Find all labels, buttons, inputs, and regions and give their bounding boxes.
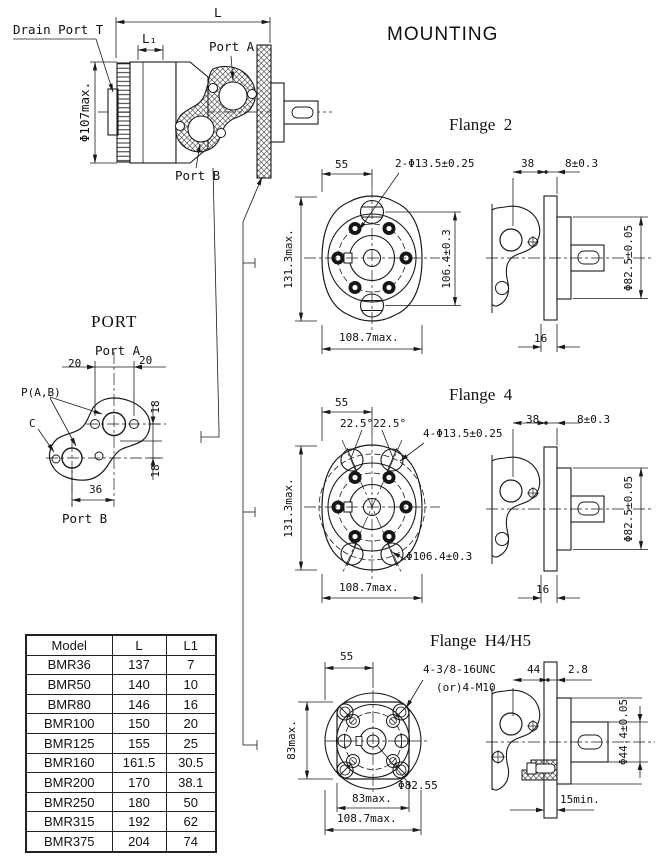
drain-port-label: Drain Port T [13, 22, 104, 37]
dim-table [25, 634, 217, 853]
table-header-l: L [112, 635, 166, 655]
flange2-dim-131: 131.3max. [281, 229, 295, 289]
table-cell: 30.5 [166, 753, 216, 773]
table-row [26, 655, 216, 675]
dim-20-right: 20 [139, 354, 153, 367]
flangeH-dim-44-4: Φ44.4±0.05 [616, 698, 630, 766]
flangeH-holes-unc: 4-3/8-16UNC [423, 663, 496, 676]
table-cell: 50 [166, 792, 216, 812]
dim-20-left: 20 [68, 357, 82, 370]
flange4-dim-108: 108.7max. [339, 581, 399, 594]
table-header-row [26, 635, 216, 655]
port-a-label: Port A [95, 343, 141, 358]
dim-18-top: 18 [148, 400, 162, 414]
flangeH-dim-55: 55 [340, 650, 354, 663]
table-cell: 16 [166, 694, 216, 714]
flangeH-dim-108: 108.7max. [337, 812, 397, 825]
table-header-model: Model [26, 635, 112, 655]
table-cell: BMR200 [26, 773, 112, 793]
flange4-title: Flange 4 [449, 385, 513, 404]
flange2-dim-108: 108.7max. [339, 331, 399, 344]
dim-L-label: L [214, 5, 222, 20]
flangeH-dim-44: 44 [527, 663, 541, 676]
flangeH-dim-82: Φ82.55 [398, 779, 438, 792]
table-cell: 10 [166, 675, 216, 695]
table-body [26, 655, 216, 851]
flange2-dim-55: 55 [335, 158, 349, 171]
dim-18-bottom: 18 [148, 464, 162, 478]
table-row [26, 773, 216, 793]
table-header-l1: L1 [166, 635, 216, 655]
table-row [26, 792, 216, 812]
flange2-dim-8: 8±0.3 [565, 157, 599, 170]
flange2-holes-label: 2-Φ13.5±0.25 [395, 157, 475, 170]
table-cell: BMR80 [26, 694, 112, 714]
table-cell: BMR160 [26, 753, 112, 773]
table-cell: BMR125 [26, 733, 112, 753]
table-cell: BMR50 [26, 675, 112, 695]
port-b-label-top: Port B [175, 168, 221, 183]
flangeH-front-view [298, 662, 429, 835]
port-a-label-top: Port A [209, 39, 255, 54]
flange4-dim-106: Φ106.4±0.3 [406, 550, 473, 563]
table-cell: BMR36 [26, 655, 112, 675]
flange4-angle-left: 22.5° [340, 417, 374, 430]
dia-107-label: Φ107max. [77, 81, 93, 143]
table-cell: 150 [112, 714, 166, 734]
flange2-dim-106: 106.4±0.3 [439, 229, 453, 289]
flange2-dim-16: 16 [534, 332, 548, 345]
table-cell: BMR250 [26, 792, 112, 812]
table-cell: 25 [166, 733, 216, 753]
table-row [26, 733, 216, 753]
flange4-dim-55: 55 [335, 396, 349, 409]
flange4-dim-82: Φ82.5±0.05 [621, 475, 635, 543]
flange4-dim-131: 131.3max. [281, 478, 295, 538]
table-row [26, 694, 216, 714]
table-cell: 161.5 [112, 753, 166, 773]
flange4-angle-right: 22.5° [373, 417, 407, 430]
table-cell: 38.1 [166, 773, 216, 793]
flange4-holes-label: 4-Φ13.5±0.25 [423, 427, 503, 440]
table-cell: 7 [166, 655, 216, 675]
table-row [26, 753, 216, 773]
flange2-dim-82: Φ82.5±0.05 [621, 224, 635, 292]
table-row [26, 812, 216, 832]
table-cell: 180 [112, 792, 166, 812]
motor-side-view [13, 17, 332, 178]
table-cell: 140 [112, 675, 166, 695]
table-cell: BMR100 [26, 714, 112, 734]
port-section-title: PORT [91, 312, 138, 331]
table-row [26, 714, 216, 734]
table-cell: 137 [112, 655, 166, 675]
table-row [26, 831, 216, 851]
port-b-label: Port B [62, 511, 108, 526]
table-cell: 20 [166, 714, 216, 734]
table-row [26, 675, 216, 695]
flangeH-dim-2-8: 2.8 [568, 663, 588, 676]
table-cell: 146 [112, 694, 166, 714]
table-cell: 155 [112, 733, 166, 753]
dim-L1-label: L₁ [142, 31, 158, 46]
flange4-dim-8: 8±0.3 [577, 413, 611, 426]
table-cell: 170 [112, 773, 166, 793]
table-cell: BMR315 [26, 812, 112, 832]
table-cell: 192 [112, 812, 166, 832]
page-title: MOUNTING [387, 24, 499, 45]
flange2-title: Flange 2 [449, 115, 513, 134]
flangeH-title: Flange H4/H5 [430, 631, 532, 650]
flange4-dim-16: 16 [536, 583, 550, 596]
flangeH-holes-metric: (or)4-M10 [436, 681, 496, 694]
table-cell: 74 [166, 831, 216, 851]
p-ab-label: P(A,B) [21, 386, 61, 399]
table-cell: 204 [112, 831, 166, 851]
flangeH-dim-15: 15min. [560, 793, 600, 806]
flange2-dim-38: 38 [521, 157, 535, 170]
flangeH-dim-83-left: 83max. [284, 720, 298, 760]
c-label: C [29, 417, 36, 430]
flange4-dim-38: 38 [526, 413, 540, 426]
dim-36-label: 36 [89, 483, 103, 496]
table-cell: 62 [166, 812, 216, 832]
flangeH-dim-83-bottom: 83max. [352, 792, 392, 805]
table-cell: BMR375 [26, 831, 112, 851]
